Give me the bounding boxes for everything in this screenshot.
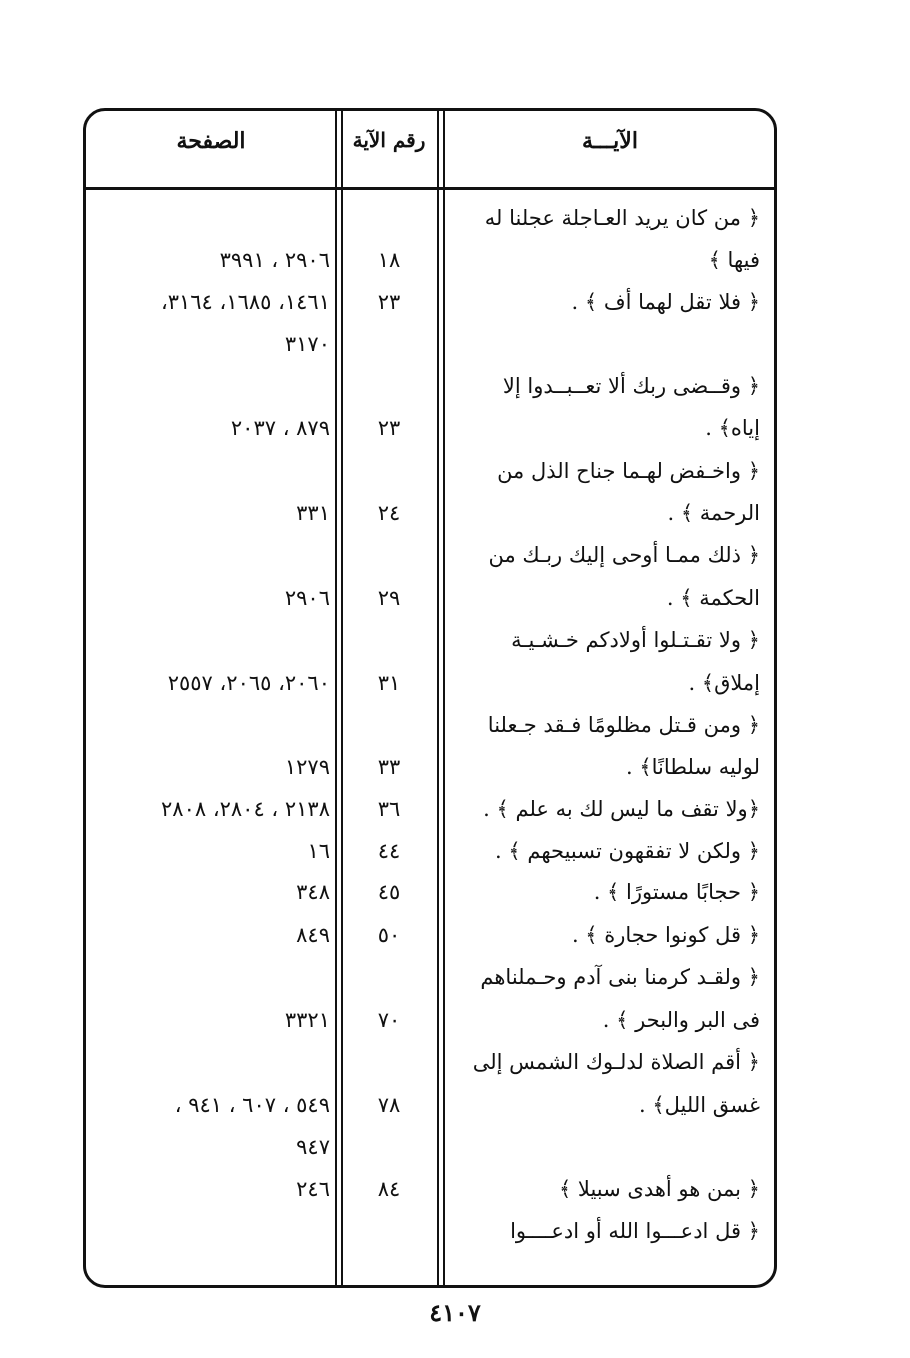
- page-reference: ٣١٧٠: [284, 332, 330, 356]
- page-reference: ٣٣٢١: [284, 1008, 330, 1032]
- ayah-line: الرحمة ﴾ .: [667, 501, 760, 525]
- ayah-number: ٣١: [377, 671, 401, 695]
- ayah-line: ﴿ ولقـد كرمنا بنى آدم وحـملناهم: [480, 965, 760, 989]
- page-reference: ١٦: [307, 839, 330, 863]
- ayah-line: ﴿ ولا تقـتـلوا أولادكم خـشـيـة: [511, 628, 760, 652]
- ayah-line: الحكمة ﴾ .: [666, 586, 760, 610]
- ayah-number: ٧٠: [377, 1008, 401, 1032]
- ayah-number: ٨٤: [377, 1177, 401, 1201]
- ayah-number: ٥٠: [377, 923, 401, 947]
- header-page: الصفحة: [176, 128, 246, 154]
- ayah-line: ﴿ولا تقف ما ليس لك به علم ﴾ .: [483, 797, 760, 821]
- page-reference: ٢١٣٨ ، ٢٨٠٤، ٢٨٠٨: [161, 797, 330, 821]
- ayah-line: ﴿ ذلك ممـا أوحى إليك ربـك من: [488, 543, 760, 567]
- ayah-line: فيها ﴾: [708, 248, 760, 272]
- ayah-line: فى البر والبحر ﴾ .: [602, 1008, 760, 1032]
- ayah-line: ﴿ حجابًا مستورًا ﴾ .: [593, 880, 760, 904]
- page-reference: ٩٤٧: [296, 1135, 330, 1159]
- column-divider: [335, 110, 337, 1286]
- ayah-line: ﴿ بمن هو أهدى سبيلا ﴾: [558, 1177, 760, 1201]
- ayah-number: ٢٩: [377, 586, 401, 610]
- page-reference: ١٢٧٩: [284, 755, 330, 779]
- ayah-line: إياه﴾ .: [705, 416, 760, 440]
- ayah-number: ٤٤: [377, 839, 401, 863]
- ayah-line: ﴿ ولكن لا تفقهون تسبيحهم ﴾ .: [495, 839, 760, 863]
- ayah-number: ٢٣: [377, 290, 401, 314]
- column-divider: [443, 110, 445, 1286]
- ayah-line: ﴿ أقم الصلاة لدلـوك الشمس إلى: [472, 1050, 760, 1074]
- ayah-line: إملاق﴾ .: [688, 671, 760, 695]
- ayah-number: ٣٣: [377, 755, 401, 779]
- page-reference: ٢٩٠٦ ، ٣٩٩١: [219, 248, 330, 272]
- ayah-line: ﴿ قل ادعـــوا الله أو ادعــــوا: [510, 1219, 760, 1243]
- column-divider: [437, 110, 439, 1286]
- page-reference: ٢٤٦: [296, 1177, 330, 1201]
- page-reference: ٢٠٦٠، ٢٠٦٥، ٢٥٥٧: [167, 671, 330, 695]
- page-reference: ٥٤٩ ، ٦٠٧ ، ٩٤١ ،: [174, 1093, 330, 1117]
- ayah-line: ﴿ وقــضى ربك ألا تعــبــدوا إلا: [502, 374, 760, 398]
- ayah-line: ﴿ فلا تقل لهما أف ﴾ .: [571, 290, 760, 314]
- ayah-line: غسق الليل﴾ .: [639, 1093, 760, 1117]
- page-reference: ١٤٦١، ١٦٨٥، ٣١٦٤،: [160, 290, 330, 314]
- ayah-number: ٢٤: [377, 501, 401, 525]
- header-ayah-number: رقم الآية: [352, 128, 426, 152]
- ayah-number: ٢٣: [377, 416, 401, 440]
- page-number: ٤١٠٧: [429, 1298, 481, 1327]
- page-reference: ٣٣١: [296, 501, 330, 525]
- ayah-line: ﴿ ومن قـتل مظلومًا فـقد جـعلنا: [487, 713, 760, 737]
- page-reference: ٢٩٠٦: [284, 586, 330, 610]
- page-reference: ٨٤٩: [296, 923, 330, 947]
- ayah-number: ٣٦: [377, 797, 401, 821]
- ayah-line: ﴿ واخـفض لهـما جناح الذل من: [497, 459, 760, 483]
- ayah-line: ﴿ قل كونوا حجارة ﴾ .: [571, 923, 760, 947]
- ayah-number: ٤٥: [377, 880, 401, 904]
- header-divider: [86, 187, 774, 190]
- page-reference: ٨٧٩ ، ٢٠٣٧: [230, 416, 330, 440]
- header-ayah: الآيـــة: [582, 128, 638, 154]
- ayah-line: ﴿ من كان يريد العـاجلة عجلنا له: [484, 206, 760, 230]
- ayah-line: لوليه سلطانًا﴾ .: [626, 755, 760, 779]
- ayah-number: ٧٨: [377, 1093, 401, 1117]
- ayah-number: ١٨: [377, 248, 401, 272]
- page-reference: ٣٤٨: [296, 880, 330, 904]
